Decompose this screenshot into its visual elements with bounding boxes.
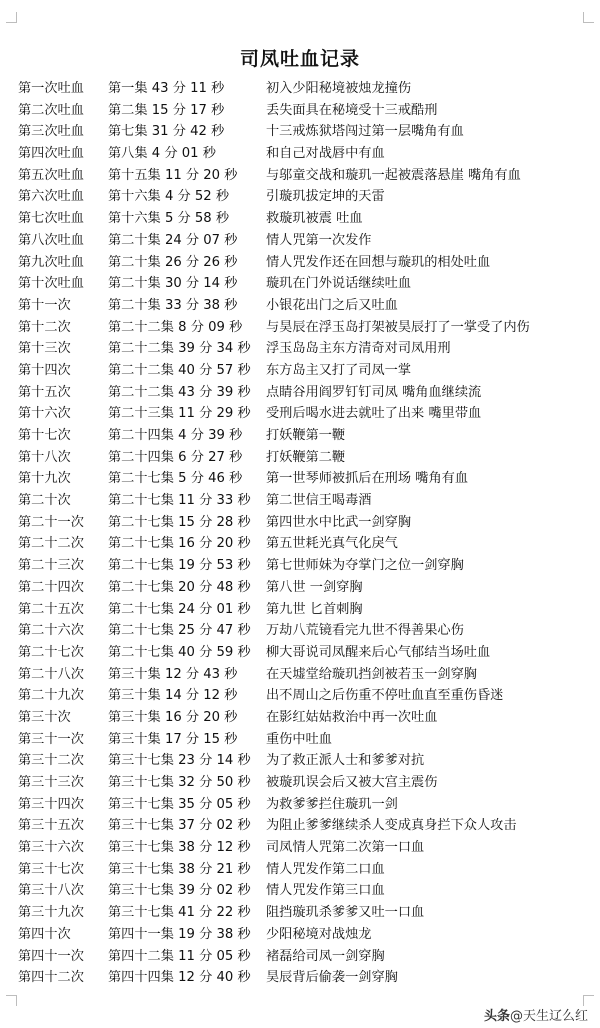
record-row: [18, 902, 596, 924]
record-episode-time: 第三十七集 41 分 22 秒: [108, 905, 251, 921]
record-episode-time: 第十五集 11 分 20 秒: [108, 167, 238, 183]
record-count: 第二十二次: [18, 536, 84, 552]
record-row: [18, 685, 596, 707]
record-row: [18, 577, 596, 599]
record-count: 第十次吐血: [18, 276, 84, 292]
record-row: [18, 533, 596, 555]
record-episode-time: 第二十二集 40 分 57 秒: [108, 362, 251, 378]
record-row: [18, 664, 596, 686]
record-count: 第八次吐血: [18, 232, 84, 248]
record-episode-time: 第二十二集 39 分 34 秒: [108, 341, 251, 357]
record-episode-time: 第二十七集 16 分 20 秒: [108, 536, 251, 552]
record-row: [18, 555, 596, 577]
record-episode-time: 第二十集 26 分 26 秒: [108, 254, 238, 270]
record-count: 第十二次: [18, 319, 71, 335]
record-description: 昊辰背后偷袭一剑穿胸: [266, 970, 398, 986]
record-count: 第二十次: [18, 493, 71, 509]
record-count: 第三十六次: [18, 840, 84, 856]
record-episode-time: 第二十四集 6 分 27 秒: [108, 449, 243, 465]
record-count: 第二十一次: [18, 514, 84, 530]
record-count: 第三十八次: [18, 883, 84, 899]
record-row: [18, 186, 596, 208]
record-row: [18, 121, 596, 143]
record-description: 第二世信王喝毒酒: [266, 493, 372, 509]
record-episode-time: 第二十集 30 分 14 秒: [108, 276, 238, 292]
record-row: [18, 382, 596, 404]
record-count: 第二十九次: [18, 688, 84, 704]
record-row: [18, 338, 596, 360]
record-episode-time: 第四十一集 19 分 38 秒: [108, 926, 251, 942]
record-row: [18, 620, 596, 642]
record-description: 打妖鞭第二鞭: [266, 449, 346, 465]
watermark-brand: 头条: [483, 1009, 510, 1024]
record-episode-time: 第二十七集 24 分 01 秒: [108, 601, 251, 617]
record-row: [18, 447, 596, 469]
record-description: 小银花出门之后又吐血: [266, 297, 398, 313]
record-count: 第十九次: [18, 471, 71, 487]
record-row: [18, 165, 596, 187]
record-row: [18, 425, 596, 447]
record-row: [18, 967, 596, 989]
record-episode-time: 第八集 4 分 01 秒: [108, 146, 216, 162]
page-title: 司凤吐血记录: [239, 48, 360, 70]
record-row: [18, 946, 596, 968]
record-episode-time: 第三十七集 32 分 50 秒: [108, 775, 251, 790]
record-episode-time: 第三十集 17 分 15 秒: [108, 731, 238, 747]
record-count: 第一次吐血: [18, 81, 84, 96]
record-description: 在天墟堂给璇玑挡剑被若玉一剑穿胸: [266, 666, 477, 682]
record-episode-time: 第二十集 24 分 07 秒: [108, 232, 238, 248]
record-description: 为阻止爹爹继续杀人变成真身拦下众人攻击: [266, 818, 517, 834]
record-count: 第二十六次: [18, 623, 84, 639]
record-row: [18, 772, 596, 794]
record-episode-time: 第十六集 4 分 52 秒: [108, 189, 230, 205]
record-description: 第八世 一剑穿胸: [266, 579, 363, 595]
record-count: 第三十四次: [18, 796, 84, 812]
record-description: 第五世耗光真气化戾气: [266, 536, 398, 552]
record-count: 第三十三次: [18, 775, 84, 790]
record-episode-time: 第三十七集 37 分 02 秒: [108, 818, 251, 834]
record-episode-time: 第三十七集 38 分 21 秒: [108, 861, 251, 877]
record-count: 第十六次: [18, 406, 71, 422]
record-description: 与昊辰在浮玉岛打架被昊辰打了一掌受了内伤: [266, 319, 530, 335]
record-description: 浮玉岛岛主东方清奇对司凤用刑: [266, 341, 451, 357]
record-description: 受刑后喝水进去就吐了出来 嘴里带血: [266, 406, 482, 422]
record-count: 第三十二次: [18, 753, 84, 769]
record-count: 第三十九次: [18, 905, 84, 921]
record-row: [18, 273, 596, 295]
record-row: [18, 208, 596, 230]
watermark-author: @天生辽么红: [509, 1009, 588, 1024]
record-row: [18, 750, 596, 772]
record-row: [18, 642, 596, 664]
record-description: 第九世 匕首刺胸: [266, 601, 363, 617]
watermark: [484, 1005, 588, 1024]
record-episode-time: 第二十七集 40 分 59 秒: [108, 644, 251, 660]
record-episode-time: 第四十二集 11 分 05 秒: [108, 948, 251, 964]
record-count: 第十四次: [18, 362, 71, 378]
record-list: [18, 78, 596, 989]
record-description: 被璇玑误会后又被大宫主震伤: [266, 775, 438, 790]
record-row: [18, 837, 596, 859]
record-episode-time: 第四十四集 12 分 40 秒: [108, 970, 251, 986]
record-count: 第四十二次: [18, 970, 84, 986]
record-description: 柳大哥说司凤醒来后心气郁结当场吐血: [266, 644, 491, 660]
record-count: 第三十五次: [18, 818, 84, 834]
record-count: 第四次吐血: [18, 146, 84, 162]
record-episode-time: 第二十三集 11 分 29 秒: [108, 406, 251, 422]
record-count: 第四十一次: [18, 948, 84, 964]
record-description: 司凤情人咒第二次第一口血: [266, 840, 425, 856]
record-description: 第一世琴师被抓后在刑场 嘴角有血: [266, 471, 469, 487]
record-description: 和自己对战唇中有血: [266, 146, 385, 162]
record-row: [18, 252, 596, 274]
record-row: [18, 360, 596, 382]
record-description: 阻挡璇玑杀爹爹又吐一口血: [266, 905, 425, 921]
record-description: 为救爹爹拦住璇玑一剑: [266, 796, 398, 812]
record-count: 第三十次: [18, 709, 71, 725]
record-count: 第九次吐血: [18, 254, 84, 270]
record-row: [18, 295, 596, 317]
record-description: 与邬童交战和璇玑一起被震落悬崖 嘴角有血: [266, 167, 521, 183]
record-count: 第十一次: [18, 297, 71, 313]
record-episode-time: 第二十集 33 分 38 秒: [108, 297, 238, 313]
record-description: 褚磊给司凤一剑穿胸: [266, 948, 385, 964]
record-episode-time: 第二十七集 15 分 28 秒: [108, 514, 251, 530]
record-episode-time: 第十六集 5 分 58 秒: [108, 211, 230, 227]
record-row: [18, 880, 596, 902]
crop-mark-top-right: [583, 12, 594, 23]
record-count: 第三十七次: [18, 861, 84, 877]
record-description: 点睛谷用阎罗钉钉司凤 嘴角血继续流: [266, 384, 482, 400]
record-episode-time: 第三十集 14 分 12 秒: [108, 688, 238, 704]
record-row: [18, 815, 596, 837]
record-episode-time: 第二十七集 20 分 48 秒: [108, 579, 251, 595]
record-count: 第三次吐血: [18, 124, 84, 140]
record-row: [18, 230, 596, 252]
record-episode-time: 第七集 31 分 42 秒: [108, 124, 225, 140]
record-row: [18, 100, 596, 122]
record-description: 救璇玑被震 吐血: [266, 211, 363, 227]
record-description: 少阳秘境对战烛龙: [266, 926, 372, 942]
record-description: 情人咒第一次发作: [266, 232, 372, 248]
record-episode-time: 第一集 43 分 11 秒: [108, 81, 225, 96]
record-description: 万劫八荒镜看完九世不得善果心伤: [266, 623, 464, 639]
record-episode-time: 第三十七集 35 分 05 秒: [108, 796, 251, 812]
record-description: 丢失面具在秘境受十三戒酷刑: [266, 102, 438, 118]
record-description: 重伤中吐血: [266, 731, 332, 747]
record-count: 第十三次: [18, 341, 71, 357]
record-episode-time: 第三十七集 39 分 02 秒: [108, 883, 251, 899]
record-episode-time: 第二十七集 19 分 53 秒: [108, 558, 251, 574]
record-episode-time: 第二集 15 分 17 秒: [108, 102, 225, 118]
record-episode-time: 第二十七集 5 分 46 秒: [108, 471, 243, 487]
record-count: 第二十四次: [18, 579, 84, 595]
record-row: [18, 924, 596, 946]
record-description: 第七世师妹为夺掌门之位一剑穿胸: [266, 558, 464, 574]
record-row: [18, 317, 596, 339]
record-count: 第十八次: [18, 449, 71, 465]
record-count: 第六次吐血: [18, 189, 84, 205]
record-episode-time: 第三十七集 38 分 12 秒: [108, 840, 251, 856]
record-description: 第四世水中比武一剑穿胸: [266, 514, 412, 530]
record-count: 第二十八次: [18, 666, 84, 682]
record-count: 第十五次: [18, 384, 71, 400]
crop-mark-top-left: [6, 12, 17, 23]
record-episode-time: 第三十集 12 分 43 秒: [108, 666, 238, 682]
record-description: 引璇玑拔定坤的天雷: [266, 189, 385, 205]
record-episode-time: 第二十二集 43 分 39 秒: [108, 384, 251, 400]
record-episode-time: 第二十四集 4 分 39 秒: [108, 428, 243, 443]
record-description: 璇玑在门外说话继续吐血: [266, 276, 412, 292]
record-count: 第二十七次: [18, 644, 84, 660]
record-row: [18, 490, 596, 512]
record-description: 十三戒炼狱塔闯过第一层嘴角有血: [266, 124, 464, 140]
record-episode-time: 第三十集 16 分 20 秒: [108, 709, 238, 725]
record-episode-time: 第二十七集 25 分 47 秒: [108, 623, 251, 639]
record-episode-time: 第二十二集 8 分 09 秒: [108, 319, 243, 335]
record-description: 打妖鞭第一鞭: [266, 428, 346, 443]
record-row: [18, 859, 596, 881]
record-count: 第三十一次: [18, 731, 84, 747]
record-episode-time: 第二十七集 11 分 33 秒: [108, 493, 251, 509]
record-row: [18, 729, 596, 751]
record-row: [18, 468, 596, 490]
record-count: 第十七次: [18, 428, 71, 443]
record-description: 情人咒发作还在回想与璇玑的相处吐血: [266, 254, 491, 270]
record-description: 情人咒发作第三口血: [266, 883, 385, 899]
record-row: [18, 794, 596, 816]
record-description: 为了救正派人士和爹爹对抗: [266, 753, 425, 769]
record-description: 初入少阳秘境被烛龙撞伤: [266, 81, 412, 96]
record-row: [18, 512, 596, 534]
record-description: 情人咒发作第二口血: [266, 861, 385, 877]
record-row: [18, 78, 596, 100]
crop-mark-bottom-left: [6, 995, 17, 1006]
record-count: 第四十次: [18, 926, 71, 942]
record-count: 第二十三次: [18, 558, 84, 574]
record-episode-time: 第三十七集 23 分 14 秒: [108, 753, 251, 769]
record-description: 在影红姑姑救治中再一次吐血: [266, 709, 438, 725]
record-row: [18, 403, 596, 425]
record-row: [18, 143, 596, 165]
record-row: [18, 599, 596, 621]
record-description: 出不周山之后伤重不停吐血直至重伤昏迷: [266, 688, 504, 704]
record-description: 东方岛主又打了司凤一掌: [266, 362, 412, 378]
record-count: 第二十五次: [18, 601, 84, 617]
record-count: 第五次吐血: [18, 167, 84, 183]
record-count: 第二次吐血: [18, 102, 84, 118]
record-count: 第七次吐血: [18, 211, 84, 227]
record-row: [18, 707, 596, 729]
